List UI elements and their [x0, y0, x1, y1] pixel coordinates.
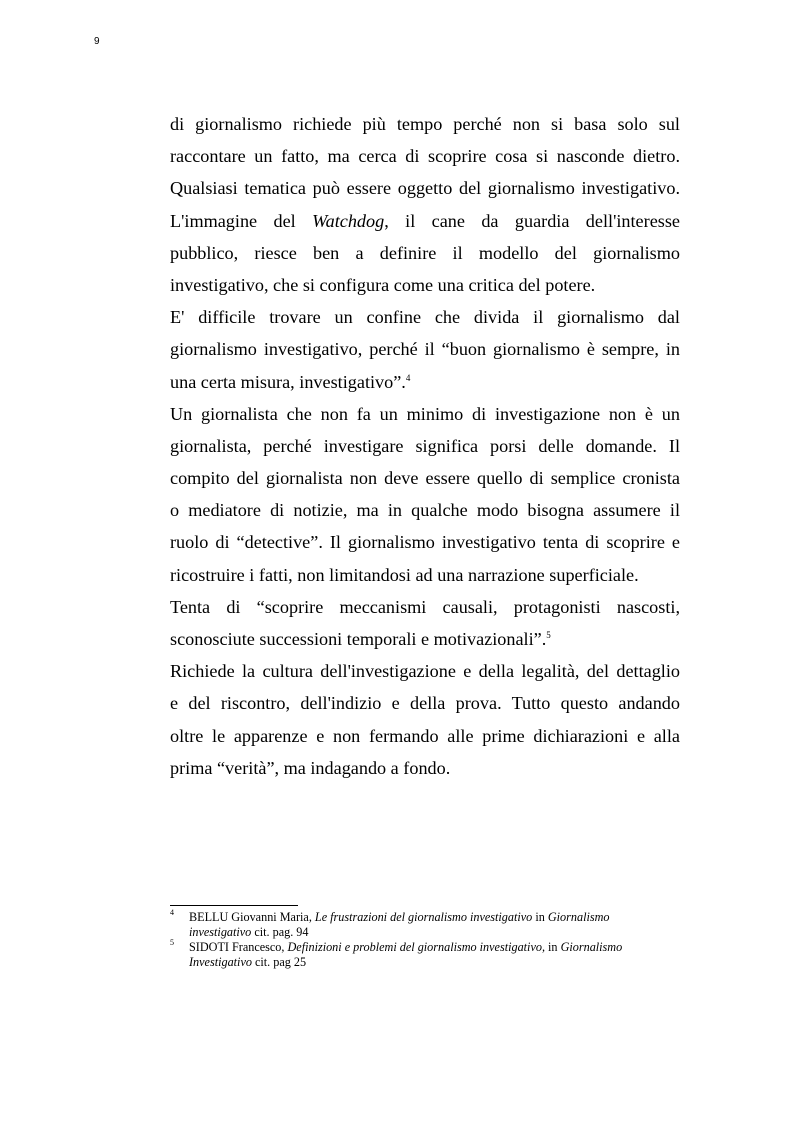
footnote-number: 4 — [170, 908, 174, 917]
footnote-line — [189, 955, 680, 970]
text-line: Tenta di “scoprire meccanismi causali, protagonisti nascosti, — [170, 596, 680, 617]
footnote-line — [189, 940, 680, 955]
text-line: e del riscontro, dell'indizio e della prova. Tutto questo andando — [170, 693, 680, 714]
text-line: raccontare un fatto, ma cerca di scoprire cosa si nasconde dietro. — [170, 146, 680, 167]
text-run: investigativo — [189, 925, 252, 939]
footnote-line — [189, 910, 680, 925]
footnote-line — [189, 925, 680, 940]
text-line: ricostruire i fatti, non limitandosi ad una narrazione superficiale. — [170, 564, 639, 585]
text-line — [170, 205, 680, 237]
footnote-separator — [170, 905, 298, 906]
text-line: di giornalismo richiede più tempo perché non si basa solo sul — [170, 114, 680, 134]
text-run: SIDOTI Francesco, — [189, 940, 288, 954]
text-line — [170, 623, 680, 655]
footnotes — [170, 910, 680, 970]
text-run: , il cane da guardia dell'interesse — [384, 210, 680, 231]
footnote — [170, 940, 680, 970]
text-line: giornalista, perché investigare significa porsi delle domande. Il — [170, 435, 680, 456]
footnote-ref: 4 — [405, 372, 411, 383]
text-line: pubblico, riesce ben a definire il modello del giornalismo — [170, 242, 680, 263]
text-run: Le frustrazioni del giornalismo investigativo — [314, 910, 533, 924]
text-run: Giornalismo — [547, 910, 610, 924]
text-run: BELLU Giovanni Maria, — [189, 910, 315, 924]
footnote-number: 5 — [170, 938, 174, 947]
text-line: compito del giornalista non deve essere quello di semplice cronista — [170, 468, 680, 489]
text-line: E' difficile trovare un confine che divida il giornalismo dal — [170, 307, 680, 328]
footnote — [170, 910, 680, 940]
text-run: in — [532, 910, 548, 924]
text-line: giornalismo investigativo, perché il “buon giornalismo è sempre, in — [170, 339, 680, 360]
text-line: Richiede la cultura dell'investigazione e della legalità, del dettaglio — [170, 661, 680, 682]
text-run: Definizioni e problemi del giornalismo investigativo, — [287, 940, 545, 954]
page-number: 9 — [94, 36, 100, 47]
text-run: una certa misura, investigativo”. — [170, 371, 406, 392]
text-line: Qualsiasi tematica può essere oggetto del giornalismo investigativo. — [170, 178, 680, 199]
footnote-ref: 5 — [546, 630, 551, 640]
text-line: oltre le apparenze e non fermando alle prime dichiarazioni e alla — [170, 725, 680, 746]
text-run: cit. pag 25 — [251, 955, 307, 969]
body-text — [170, 108, 680, 784]
text-run: in — [545, 940, 561, 954]
watchdog-term: Watchdog — [312, 210, 385, 231]
text-run: Investigativo — [189, 955, 252, 969]
text-line — [170, 366, 680, 398]
text-run: cit. pag. 94 — [251, 925, 309, 939]
text-line: prima “verità”, ma indagando a fondo. — [170, 757, 451, 778]
text-run: Giornalismo — [560, 940, 623, 954]
text-run: L'immagine del — [170, 210, 313, 231]
text-line: ruolo di “detective”. Il giornalismo investigativo tenta di scoprire e — [170, 532, 680, 553]
text-line: Un giornalista che non fa un minimo di investigazione non è un — [170, 403, 680, 424]
text-line: o mediatore di notizie, ma in qualche modo bisogna assumere il — [170, 500, 680, 521]
text-line: investigativo, che si configura come una critica del potere. — [170, 274, 596, 295]
text-run: sconosciute successioni temporali e motivazionali”. — [170, 629, 547, 649]
